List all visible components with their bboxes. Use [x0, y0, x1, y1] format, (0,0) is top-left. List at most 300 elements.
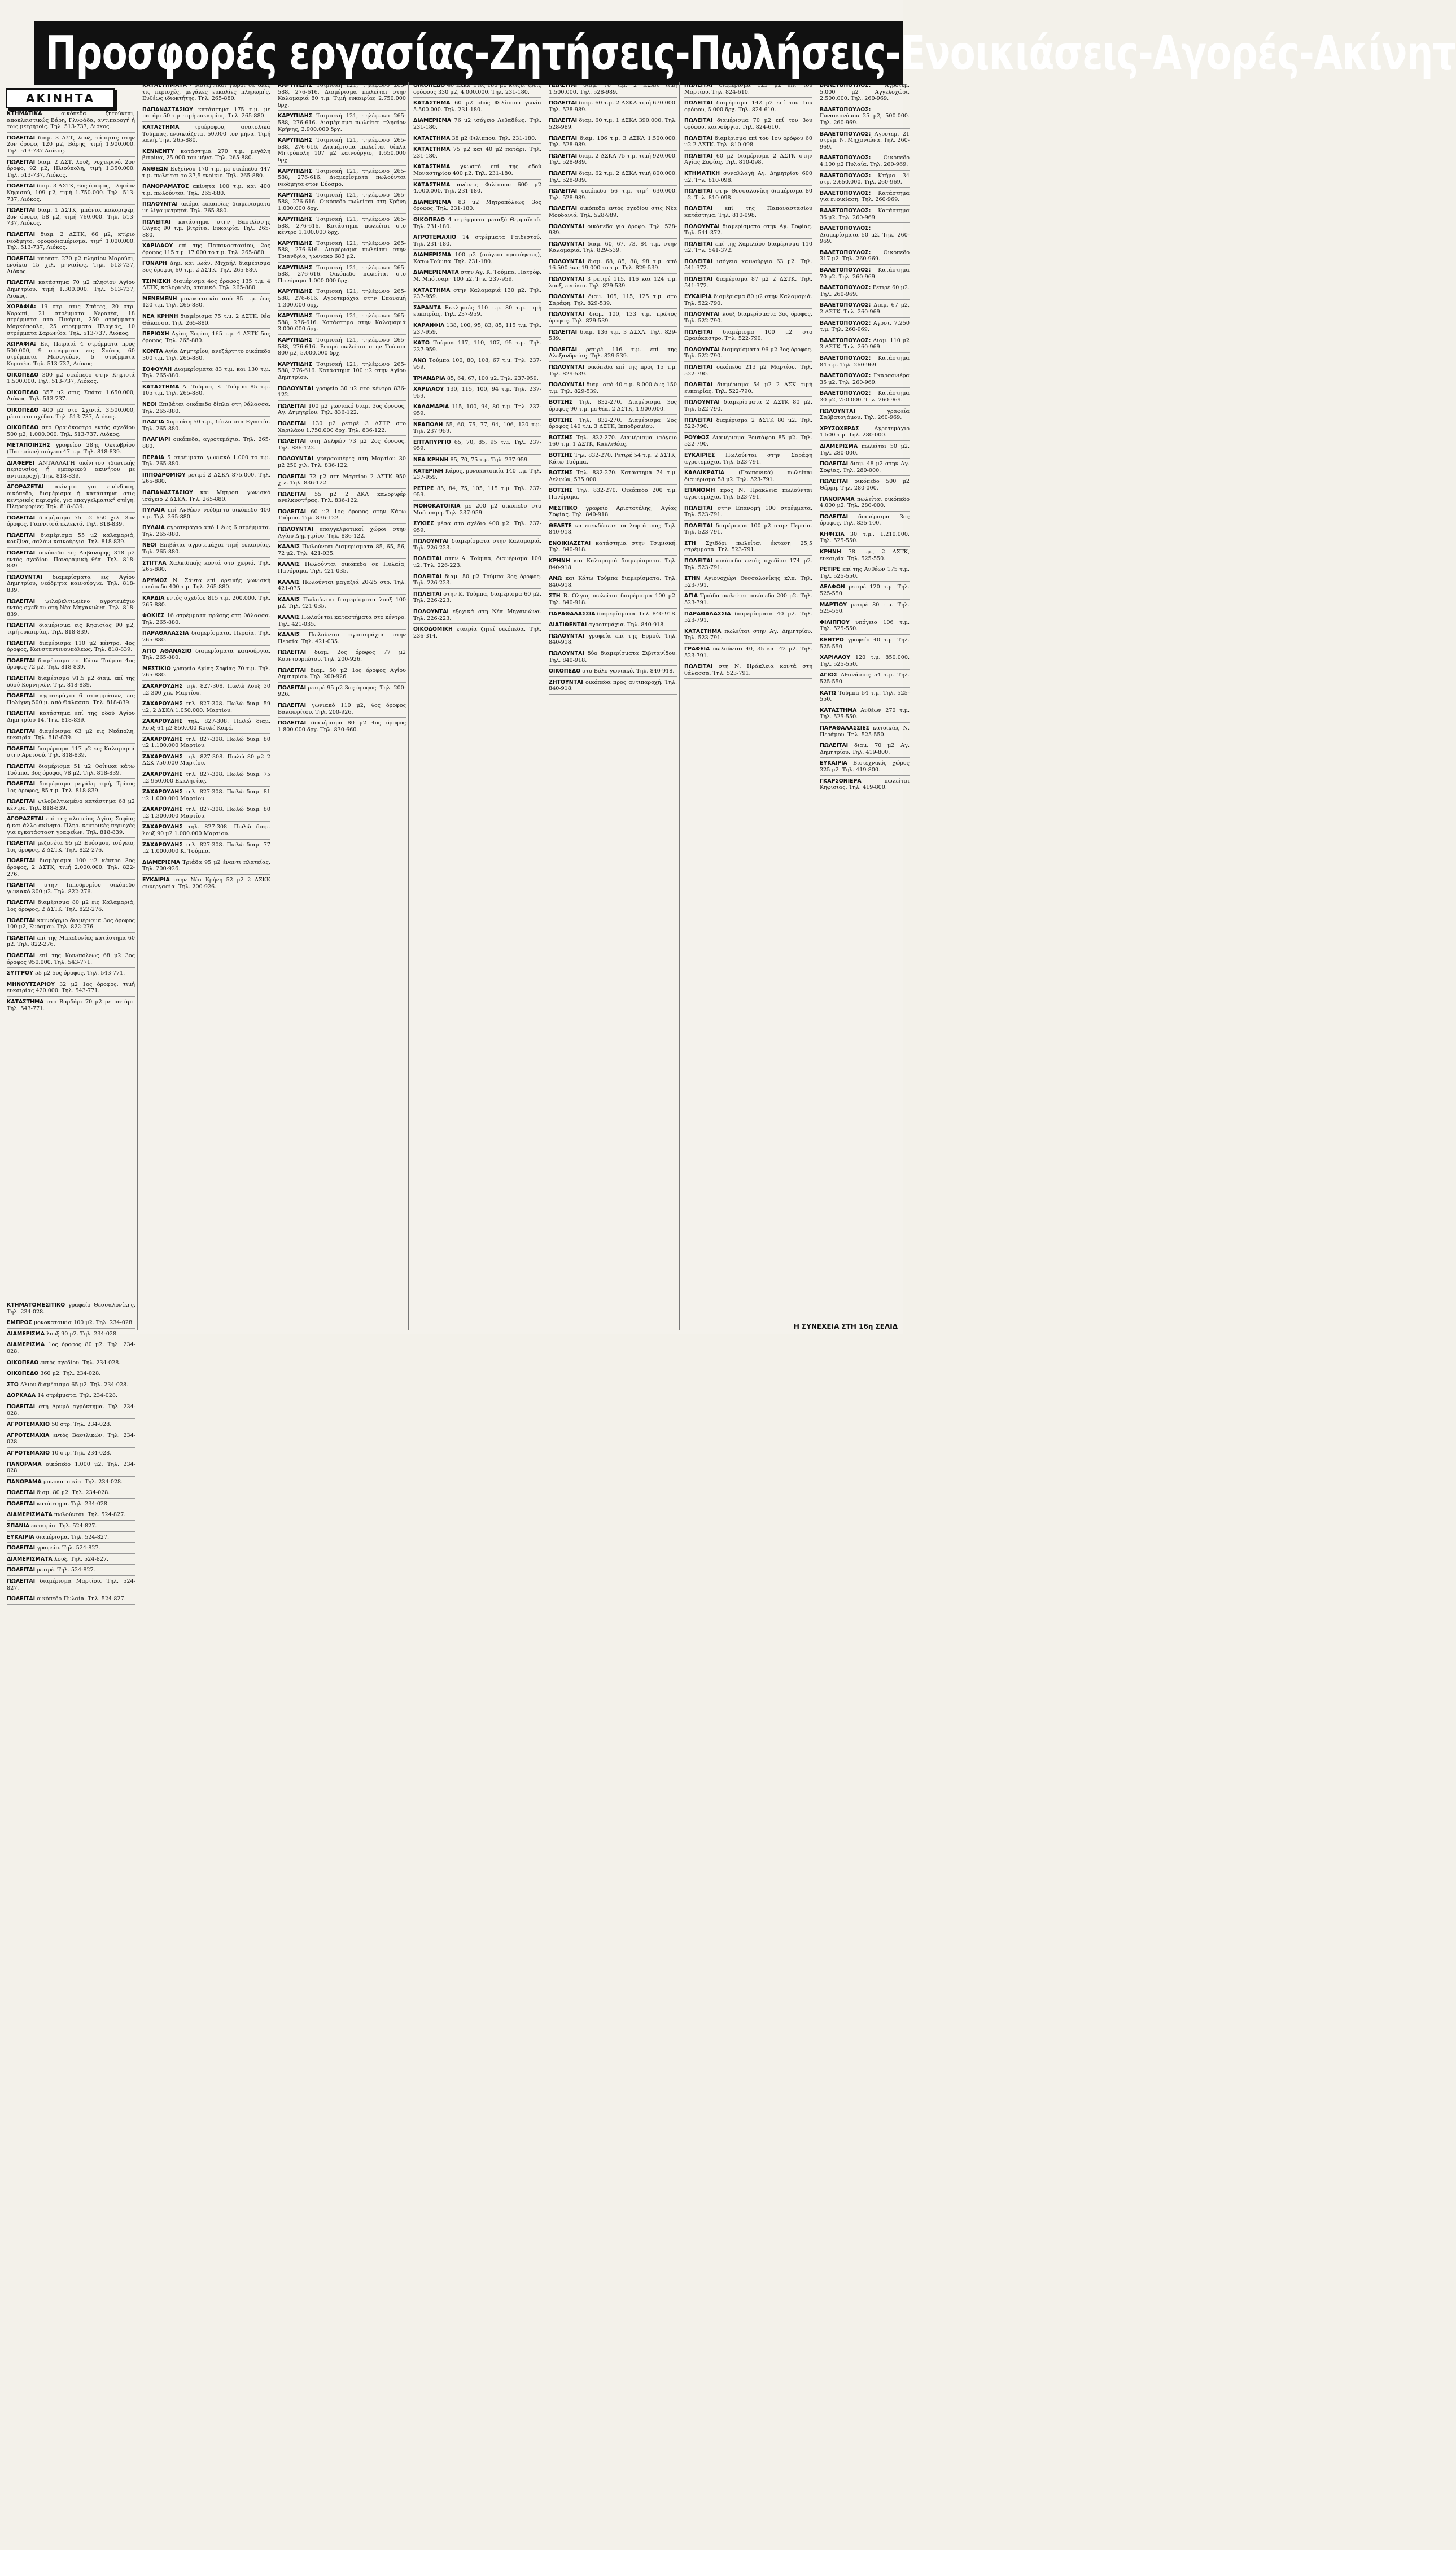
classified-ad: [278, 265, 406, 287]
classified-ad: [7, 675, 135, 691]
ad-body: 1ος όροφος 80 μ2. Τηλ. 234-028.: [7, 1342, 135, 1355]
ad-body: διαμέρισμα 142 μ2 επί του 1ου ορόφου, 5.000 δρχ. Τηλ. 824-610.: [684, 100, 812, 113]
ad-lead-word: ΠΑΡΑΘΑΛΑΣΣΙΑ: [684, 610, 731, 617]
ad-body: 5 στρέμματα γωνιακό 1.000 το τ.μ. Τηλ. 265-880.: [142, 454, 270, 468]
classified-ad: [820, 672, 910, 687]
ad-body: στη Ν. Ηράκλεια κοντά στη θάλασσα. Τηλ. 523-791.: [684, 663, 812, 676]
ad-body: διαμέρισμα 54 μ2 2 ΔΣΚ τιμή ευκαιρίας. Τηλ. 522-790.: [684, 382, 812, 395]
ad-lead-word: ΟΙΚΟΠΕΔΟ: [7, 372, 39, 378]
classified-ad: [278, 386, 406, 401]
ad-lead-word: ΦΩΚΙΕΣ: [142, 613, 165, 619]
ad-lead-word: ΑΓΙΟΣ: [820, 672, 838, 679]
ad-body: τηλ. 827-308. Πωλώ διαμ. λουξ 64 μ2 850.000 Κουλέ Καφέ.: [142, 718, 270, 731]
ad-body: Αγροτεμάχιο 1.500 τ.μ. Τηλ. 280-000.: [820, 425, 910, 439]
ad-column: [140, 82, 273, 1330]
ad-lead-word: ΠΩΛΕΙΤΑΙ: [549, 329, 578, 335]
ad-lead-word: ΠΩΛΟΥΝΤΑΙ: [549, 241, 584, 247]
ad-lead-word: ΠΩΛΕΙΤΑΙ: [413, 573, 442, 580]
ad-lead-word: ΑΓΡΟΤΕΜΑΧΙΟ: [413, 234, 457, 241]
ad-lead-word: ΠΩΛΕΙΤΑΙ: [7, 280, 36, 286]
classified-ad: [413, 574, 541, 589]
ad-body: στην Καλαμαριά 130 μ2. Τηλ. 237-959.: [413, 287, 541, 300]
classified-ad: [413, 439, 541, 455]
ad-body: διαμέρισμα 110 μ2 κέντρο, 4ος όροφος, Κωνσταντινουπόλεως. Τηλ. 818-839.: [7, 640, 135, 653]
classified-ad: [7, 728, 135, 744]
classified-ad: [549, 136, 677, 151]
ad-lead-word: ΠΩΛΟΥΝΤΑΙ: [278, 526, 313, 533]
ad-lead-word: ΚΑΡΥΠΙΔΗΣ: [278, 192, 313, 199]
classified-ad: [7, 1404, 135, 1419]
ad-lead-word: ΠΩΛΕΙΤΑΙ: [278, 403, 307, 409]
classified-ad: [278, 421, 406, 436]
classified-ad: [549, 224, 677, 239]
ad-lead-word: ΔΙΑΜΕΡΙΣΜΑ: [7, 1330, 45, 1337]
ad-body: Αθανάσιος 54 τ.μ. Τηλ. 525-550.: [820, 672, 910, 685]
ad-lead-word: ΔΡΥΜΟΣ: [142, 577, 168, 584]
classified-ad: [820, 267, 910, 282]
ad-lead-word: ΠΩΛΕΙΤΑΙ: [7, 1578, 36, 1585]
classified-ad: [820, 373, 910, 388]
ad-lead-word: ΚΑΛΛΙΣ: [278, 561, 300, 568]
ad-body: λουξ 90 μ2. Τηλ. 234-028.: [45, 1330, 119, 1337]
ad-lead-word: ΚΑΛΑΜΑΡΙΑ: [413, 404, 449, 411]
ad-lead-word: ΚΑΤΑΣΤΗΜΑ: [413, 181, 451, 188]
classified-ad: [820, 496, 910, 512]
ad-lead-word: ΠΩΛΕΙΤΑΙ: [549, 346, 578, 353]
classified-ad: [142, 701, 270, 716]
classified-ad: [684, 82, 812, 98]
classified-ad: [413, 340, 541, 355]
classified-ad: [7, 935, 135, 950]
ad-body: Τούμπα 117, 110, 107, 95 τ.μ. Τηλ. 237-959.: [413, 340, 541, 353]
classified-ad: [142, 384, 270, 399]
classifieds-banner: [34, 21, 1456, 85]
ad-lead-word: ΒΑΛΕΤΟΠΟΥΛΟΣ:: [820, 302, 871, 309]
ad-body: οικόπεδα για όροφο. Τηλ. 528-989.: [549, 223, 677, 237]
ad-lead-word: ΠΩΛΟΥΝΤΑΙ: [684, 399, 720, 406]
ad-lead-word: ΠΩΛΕΙΤΑΙ: [142, 219, 171, 225]
ad-lead-word: ΔΕΛΦΩΝ: [820, 584, 845, 591]
classified-ad: [820, 778, 910, 793]
classified-ad: [820, 285, 910, 300]
ad-lead-word: ΚΑΛΛΙΣ: [278, 632, 300, 639]
classified-ad: [413, 117, 541, 133]
ad-body: Τσιμισκή 121, τηλέφωνο 265-588, 276-616. Διαμέρισμα πωλείται πλησίον Κρήνης, 2.900.000 δρχ.: [278, 113, 406, 133]
classified-ad: [820, 531, 910, 547]
ad-body: 16 στρέμματα πρώτης στη θάλασσα. Τηλ. 265-880.: [142, 613, 270, 626]
ad-body: διαμερίσματα στην Καλαμαριά. Τηλ. 226-223.: [413, 538, 541, 551]
ad-body: διαμερίσματα. Τηλ. 840-918.: [595, 610, 677, 617]
classified-ad: [142, 472, 270, 487]
ad-lead-word: ΠΩΛΟΥΝΤΑΙ: [278, 456, 313, 462]
ad-body: 85, 84, 75, 105, 115 τ.μ. Τηλ. 237-959.: [413, 485, 541, 499]
ad-lead-word: ΚΑΤΑΣΤΗΜΑ: [413, 164, 451, 171]
ad-lead-word: ΠΩΛΕΙΤΑΙ: [684, 206, 713, 212]
ad-body: οικόπεδα εντός σχεδίου στις Νέα Μουδανιά. Τηλ. 528-989.: [549, 206, 677, 219]
ad-lead-word: ΓΚΑΡΣΟΝΙΕΡΑ: [820, 778, 862, 784]
ad-body: Ρετιρέ 60 μ2. Τηλ. 260-969.: [820, 285, 910, 298]
classified-ad: [549, 82, 677, 98]
classified-ad: [684, 505, 812, 521]
ad-body: διαμ. 70 μ2 Αγ. Δημητρίου. Τηλ. 419-800.: [820, 743, 910, 756]
classified-ad: [142, 243, 270, 258]
classified-ad: [549, 347, 677, 362]
ad-lead-word: ΑΓΡΟΤΕΜΑΧΙΟ: [7, 1421, 50, 1428]
ad-body: ανέσεις Φιλίππου 600 μ2 4.000.000. Τηλ. 231-180.: [413, 181, 541, 195]
ad-lead-word: ΤΣΙΜΙΣΚΗ: [142, 278, 171, 285]
classified-ad: [142, 542, 270, 557]
ad-body: στην Νέα Κρήνη 52 μ2 2 ΔΣΚΚ συνεργασία. Τηλ. 200-926.: [142, 877, 270, 890]
ad-lead-word: ΚΑΛΛΙΣ: [278, 544, 300, 551]
classified-ad: [549, 329, 677, 344]
ad-lead-word: ΕΥΚΑΙΡΙΑ: [142, 877, 170, 884]
ad-body: διαμ. 3 ΔΣΤΚ, 6ος όροφος, πλησίον Κηφισού, 109 μ2, τιμή 1.750.000. Τηλ. 513-737, Λιόκος.: [7, 183, 135, 203]
ad-lead-word: ΠΑΝΟΡΑΜΑΤΟΣ: [142, 184, 189, 190]
ad-lead-word: ΚΕΝΤΡΟ: [820, 637, 844, 643]
ad-lead-word: ΠΑΠΑΝΑΣΤΑΣΙΟΥ: [142, 489, 194, 496]
ad-lead-word: ΠΩΛΕΙΤΑΙ: [820, 743, 849, 749]
ad-lead-word: ΣΥΚΙΕΣ: [413, 521, 434, 527]
ad-lead-word: ΒΑΛΕΤΟΠΟΥΛΟΣ:: [820, 155, 871, 161]
ad-body: Κατάστημα 30 μ2, 750.000. Τηλ. 260-969.: [820, 390, 910, 403]
ad-body: 65, 70, 85, 95 τ.μ. Τηλ. 237-959.: [413, 439, 541, 452]
classified-ad: [684, 136, 812, 151]
classified-ad: [278, 456, 406, 471]
classified-ad: [413, 556, 541, 571]
ad-lead-word: ΚΑΤΑΣΤΗΜΑ: [820, 707, 857, 714]
classified-ad: [413, 322, 541, 338]
ad-body: διαμέρισμα 91,5 μ2 διαμ. επί της οδού Κομνηνών. Τηλ. 818-839.: [7, 675, 135, 688]
ad-lead-word: ΠΩΛΕΙΤΑΙ: [684, 364, 713, 370]
ad-lead-word: ΠΩΛΕΙΤΑΙ: [549, 188, 578, 195]
ad-body: 100 μ2 γωνιακό διαμ. 3ος όροφος, Αγ. Δημητρίου. Τηλ. 836-122.: [278, 403, 406, 416]
ad-lead-word: ΣΤΟ: [7, 1381, 19, 1388]
ad-lead-word: ΠΩΛΕΙΤΑΙ: [278, 438, 307, 445]
classified-ad: [142, 683, 270, 698]
classified-ad: [7, 1360, 135, 1369]
classified-ad: [413, 591, 541, 606]
ad-lead-word: ΚΑΛΛΙΚΡΑΤΙΑ: [684, 470, 725, 477]
ad-lead-word: ΠΩΛΟΥΝΤΑΙ: [413, 609, 449, 615]
ad-lead-word: ΠΩΛΕΙΤΑΙ: [278, 473, 307, 480]
classified-ad: [413, 164, 541, 179]
classified-ad: [684, 364, 812, 379]
classified-ad: [684, 593, 812, 608]
ad-lead-word: ΑΓΙΑ: [684, 593, 698, 600]
ad-body: 100 μ2 (ισόγειο προσόψεως), Κάτω Τούμπα. Τηλ. 231-180.: [413, 252, 541, 265]
classified-ad: [7, 693, 135, 708]
ad-body: Τσιμισκή 121, τηλέφωνο 265-588, 276-616. Οικόπεδο πωλείται στο Πανόραμα 1.000.000 δρχ.: [278, 264, 406, 284]
ad-lead-word: ΖΑΧΑΡΟΥΔΗΣ: [142, 683, 183, 689]
ad-body: Αγίας Σοφίας 165 τ.μ. 4 ΔΣΤΚ 5ος όροφος. Τηλ. 265-880.: [142, 331, 270, 344]
ad-body: Τσιμισκή 121, τηλέφωνο 265-588, 276-616. Διαμερίσματα πωλούνται νεόδμητα στον Εύοσμο.: [278, 168, 406, 187]
ad-lead-word: ΤΡΙΑΝΔΡΙΑ: [413, 375, 445, 382]
ad-body: Τσιμισκή 121, τηλέφωνο 265-588, 276-616. Οικόπεδο πωλείται στη Κρήνη 1.000.000 δρχ.: [278, 192, 406, 212]
ad-body: διαμ. 2ος όροφος 77 μ2 Κουντουριώτου. Τηλ. 200-926.: [278, 649, 406, 662]
ad-lead-word: ΚΑΡΥΠΙΔΗΣ: [278, 313, 313, 320]
ad-lead-word: ΚΡΗΝΗ: [549, 558, 570, 565]
ad-lead-word: ΠΩΛΕΙΤΑΙ: [684, 117, 713, 124]
ad-lead-word: ΠΩΛΕΙΤΑΙ: [278, 702, 307, 709]
ad-lead-word: ΠΩΛΟΥΝΤΑΙ: [684, 311, 720, 318]
classified-ad: [7, 372, 135, 387]
classified-ad: [549, 153, 677, 168]
ad-lead-word: ΔΙΑΜΕΡΙΣΜΑ: [413, 117, 452, 124]
ad-lead-word: ΚΑΤΩ: [820, 689, 836, 696]
classified-ad: [684, 417, 812, 433]
ad-lead-word: ΠΩΛΕΙΤΑΙ: [684, 522, 713, 529]
ad-body: Επιβάται οικόπεδο δίπλα στη θάλασσα. Τηλ. 265-880.: [142, 401, 270, 414]
ad-body: διαμέρισμα 80 μ2 στην Καλαμαριά. Τηλ. 522-790.: [684, 294, 812, 307]
ad-body: Βιοτεχνικός χώρος 325 μ2. Τηλ. 419-800.: [820, 760, 910, 773]
ad-lead-word: ΠΩΛΕΙΤΑΙ: [7, 1490, 36, 1496]
ad-lead-word: ΠΩΛΕΙΤΑΙ: [7, 1567, 36, 1574]
ad-lead-word: ΠΑΝΟΡΑΜΑ: [7, 1478, 42, 1485]
ad-lead-word: ΠΑΡΑΘΑΛΑΣΣΙΑ: [142, 630, 189, 637]
classified-ad: [413, 404, 541, 419]
classified-ad: [7, 658, 135, 673]
classified-ad: [278, 137, 406, 165]
classified-ad: [7, 640, 135, 656]
ad-body: πωλούνται. Τηλ. 524-827.: [52, 1512, 126, 1518]
ad-column: [411, 82, 544, 1330]
ad-body: Ν. Σάντα επί ορεινής γωνιακή οικόπεδο 400 τ.μ. Τηλ. 265-880.: [142, 577, 270, 591]
ad-body: διαμ. 50 μ2 Τούμπα 3ος όροφος. Τηλ. 226-223.: [413, 573, 541, 587]
ad-lead-word: ΠΩΛΕΙΤΑΙ: [7, 657, 36, 664]
classified-ad: [278, 241, 406, 263]
classified-ad: [549, 100, 677, 115]
ad-body: 30 τ.μ., 1.210.000. Τηλ. 525-550.: [820, 531, 910, 544]
ad-body: πωλείται οικόπεδο 4.000 μ2. Τηλ. 280-000.: [820, 496, 910, 509]
ad-body: επί της Χαριλάου διαμέρισμα 110 μ2. Τηλ. 541-372.: [684, 241, 812, 254]
classified-ad: [7, 798, 135, 814]
ad-body: οικόπεδα ζητούνται, αποκλειστικώς Βάρη, Γλυφάδα, αντιπαροχή ή τοις μετρητοίς. Τηλ. 513-737, Λιόκος.: [7, 111, 135, 130]
ad-body: ρετιρέ 120 τ.μ. Τηλ. 525-550.: [820, 584, 910, 597]
ad-lead-word: ΕΥΚΑΙΡΙΑ: [820, 760, 847, 767]
classified-ad: [413, 305, 541, 320]
ad-body: Πωλούνται στην Σαράφη αγροτεμάχια. Τηλ. 523-791.: [684, 452, 812, 465]
classified-ad: [7, 1490, 135, 1499]
ad-lead-word: ΝΕΑ ΚΡΗΝΗ: [413, 456, 449, 463]
ad-body: οικόπεδο 1.000 μ2. Τηλ. 234-028.: [7, 1461, 135, 1474]
classified-ad: [278, 597, 406, 612]
ad-lead-word: ΑΝΩ: [549, 575, 562, 582]
ad-body: 85, 70, 75 τ.μ. Τηλ. 237-959.: [448, 456, 530, 463]
ad-lead-word: ΒΑΛΕΤΟΠΟΥΛΟΣ:: [820, 373, 871, 379]
ad-body: Τσιμισκή 121, τηλέφωνο 265-588, 276-616. Κατάστημα πωλείται στο κέντρο 1.100.000 δρχ.: [278, 216, 406, 236]
classified-ad: [549, 241, 677, 256]
ad-body: 55, 60, 75, 77, 94, 106, 120 τ.μ. Τηλ. 237-959.: [413, 421, 541, 435]
classified-ad: [142, 348, 270, 364]
ad-body: 14 στρέμματα Ραιδεστού. Τηλ. 231-180.: [413, 234, 541, 247]
classified-ad: [7, 781, 135, 796]
classified-ad: [7, 918, 135, 933]
classified-ad: [278, 561, 406, 577]
ad-lead-word: ΟΙΚΟΠΕΔΟ: [7, 389, 39, 396]
ad-lead-word: ΚΑΛΛΙΣ: [278, 596, 300, 603]
ad-body: οικόπεδο εις Λαβανάρης 318 μ2 εντός σχεδίου. Πανοραμική θέα. Τηλ. 818-839.: [7, 550, 135, 570]
ad-lead-word: ΚΑΡΥΠΙΔΗΣ: [278, 289, 313, 295]
classified-ad: [278, 192, 406, 214]
ad-body: Οικόπεδο 317 μ2. Τηλ. 260-969.: [820, 249, 910, 263]
ad-body: τηλ. 827-308. Πωλώ διαμ. 80 μ2 1.100.000 Μαρτίου.: [142, 736, 270, 749]
ad-body: μονοκατοικία 100 μ2. Τηλ. 234-028.: [32, 1320, 134, 1326]
ad-lead-word: ΒΟΤΣΗΣ: [549, 399, 573, 406]
ad-lead-word: ΔΙΑΜΕΡΙΣΜΑΤΑ: [413, 269, 459, 276]
classified-ad: [413, 457, 541, 466]
ad-body: Πωλούνται διαμερίσματα 85, 65, 56, 72 μ2. Τηλ. 421-035.: [278, 544, 406, 557]
ad-lead-word: ΣΤΗ: [549, 593, 561, 600]
classified-ad: [684, 628, 812, 644]
classified-ad: [820, 320, 910, 335]
classified-ad: [549, 171, 677, 186]
ad-body: Σχιδόρι πωλείται έκταση 25,5 στρέμματα. Τηλ. 523-791.: [684, 540, 812, 553]
classified-ad: [142, 455, 270, 470]
ad-body: Εις Πειραιά 4 στρέμματα προς 500.000, 9 στρέμματα εις Σπάτα, 60 στρέμματα Μεσογείων, 5 στρέμματα Κερατέα. Τηλ. 513-737, Λιόκος.: [7, 341, 135, 367]
ad-body: 300 μ2 οικόπεδο στην Κηφισιά 1.500.000. Τηλ. 513-737, Λιόκος.: [7, 372, 135, 385]
classified-ad: [142, 278, 270, 294]
ad-body: πωλείται Κηφισίας. Τηλ. 419-800.: [820, 778, 910, 791]
ad-body: κατάστημα 175 τ.μ. με πατάρι 50 τ.μ. τιμή ευκαιρίας. Τηλ. 265-880.: [142, 106, 270, 120]
ad-lead-word: ΠΩΛΟΥΝΤΑΙ: [549, 382, 584, 388]
ad-lead-word: ΧΡΥΣΟΧΕΡΑΣ: [820, 425, 859, 432]
ad-lead-word: ΠΩΛΕΙΤΑΙ: [7, 550, 36, 557]
ad-lead-word: ΠΑΡΑΘΑΛΑΣΣΙΑ: [549, 610, 596, 617]
classified-ad: [684, 311, 812, 326]
ad-body: στην Θεσσαλονίκη διαμέρισμα 80 μ2. Τηλ. 810-098.: [684, 188, 812, 201]
ad-lead-word: ΠΛΑΓΙΑΡΙ: [142, 436, 170, 443]
ad-body: κατοικίες Ν. Περάμου. Τηλ. 525-550.: [820, 724, 910, 738]
ad-body: 360 μ2. Τηλ. 234-028.: [38, 1370, 101, 1377]
ad-lead-word: ΠΩΛΕΙΤΑΙ: [820, 513, 849, 520]
ad-body: τηλ. 827-308. Πωλώ διαμ. 80 μ2 1.300.000 Μαρτίου.: [142, 806, 270, 819]
ad-body: κατάστημα. Τηλ. 234-028.: [35, 1500, 110, 1507]
ad-lead-word: ΔΙΑΤΙΘΕΝΤΑΙ: [549, 622, 587, 628]
classified-ad: [549, 575, 677, 591]
ad-body: αγροτεμάχιο από 1 έως 6 στρέμματα. Τηλ. 265-880.: [142, 525, 270, 538]
classified-ad: [142, 789, 270, 804]
ad-body: ακόμα ευκαιρίες διαμερισματα με λίγα μετρητά. Τηλ. 265-880.: [142, 201, 270, 214]
classified-ad: [7, 1370, 135, 1379]
classified-ad: [142, 736, 270, 752]
classified-ad: [278, 614, 406, 630]
ad-lead-word: ΚΑΡΑΝΦΙΛ: [413, 322, 445, 329]
ad-body: ευκαιρία. Τηλ. 524-827.: [29, 1523, 97, 1530]
classified-ad: [278, 685, 406, 700]
ad-body: να επενδύσετε τα λεφτά σας; Τηλ. 840-918.: [549, 522, 677, 536]
classified-ad: [278, 720, 406, 735]
classified-ad: [7, 1479, 135, 1488]
ad-lead-word: ΝΕΑΠΟΛΗ: [413, 421, 443, 428]
ad-lead-word: ΒΟΤΣΗΣ: [549, 470, 573, 477]
classified-ad: [142, 401, 270, 417]
ad-body: διαμέρισμα 70 μ2 επί του 3ου ορόφου, καινούργιο. Τηλ. 824-610.: [684, 117, 812, 130]
classified-ad: [7, 1501, 135, 1510]
ad-lead-word: ΕΠΤΑΠΥΡΓΙΟ: [413, 439, 451, 446]
classified-ad: [142, 859, 270, 875]
ad-lead-word: ΖΑΧΑΡΟΥΔΗΣ: [142, 701, 183, 708]
ad-body: ρετιρέ. Τηλ. 524-827.: [35, 1567, 95, 1574]
ad-body: διαμέρισμα μεγάλη τιμή, Τρίτος 1ος όροφος, 85 τ.μ. Τηλ. 818-839.: [7, 781, 135, 794]
ad-lead-word: ΠΩΛΕΙΤΑΙ: [684, 276, 713, 283]
classified-ad: [820, 302, 910, 317]
classified-ad: [820, 760, 910, 775]
classified-ad: [820, 173, 910, 188]
classified-ad: [684, 470, 812, 485]
ad-lead-word: ΧΩΡΑΦΙΑ:: [7, 304, 36, 311]
classified-ad: [7, 574, 135, 596]
ad-lead-word: ΙΠΠΟΔΡΟΜΙΟΥ: [142, 471, 186, 478]
ad-lead-word: ΠΛΑΓΙΑ: [142, 419, 165, 426]
classified-ad: [7, 407, 135, 422]
classified-ad: [278, 702, 406, 718]
classified-ad: [7, 159, 135, 181]
ad-lead-word: ΚΑΤΑΣΤΗΜΑΤΑ: [142, 82, 187, 89]
ad-lead-word: ΠΩΛΕΙΤΑΙ: [684, 82, 713, 89]
ad-body: διαμ. 1 ΔΣΤΚ, μπάνιο, καλοριφέρ, 2ον όροφο, 58 μ2, τιμή 760.000. Τηλ. 513-737, Λιόκος.: [7, 207, 135, 227]
ad-lead-word: ΚΤΗΜΑΤΙΚΑ: [7, 111, 42, 117]
ad-body: Ανθέων 270 τ.μ. Τηλ. 525-550.: [820, 707, 910, 721]
ad-lead-word: ΚΤΗΜΑΤΟΜΕΣΙΤΙΚΟ: [7, 1302, 65, 1308]
ad-lead-word: ΔΙΑΜΕΡΙΣΜΑ: [7, 1342, 45, 1348]
ad-column: [5, 111, 138, 1330]
ad-body: Διαμ. 67 μ2, 2 ΔΣΤΚ. Τηλ. 260-969.: [820, 302, 910, 316]
ad-lead-word: ΠΩΛΟΥΝΤΑΙ: [549, 258, 584, 265]
ad-lead-word: ΠΩΛΕΙΤΑΙ: [549, 135, 578, 142]
classified-ad: [142, 419, 270, 434]
classified-ad: [7, 1567, 135, 1576]
ad-lead-word: ΚΑΛΛΙΣ: [278, 614, 300, 621]
ad-lead-word: ΒΑΛΕΤΟΠΟΥΛΟΣ:: [820, 82, 871, 89]
ad-lead-word: ΠΩΛΕΙΤΑΙ: [7, 781, 36, 788]
classified-ad: [7, 1320, 135, 1329]
ad-body: γραφείο 40 τ.μ. Τηλ. 525-550.: [820, 637, 910, 650]
classified-ad: [413, 609, 541, 624]
ad-body: 130 μ2 ρετιρέ 3 ΔΣΤΡ στο Χαριλάου 1.750.000 δρχ. Τηλ. 836-122.: [278, 420, 406, 434]
ad-lead-word: ΚΑΛΛΙΣ: [278, 579, 300, 586]
classified-ad: [7, 1523, 135, 1532]
ad-lead-word: ΖΑΧΑΡΟΥΔΗΣ: [142, 736, 183, 743]
ad-lead-word: ΠΩΛΟΥΝΤΑΙ: [278, 385, 313, 392]
ad-body: γνωστό επί της οδού Μοναστηρίου 400 μ2. Τηλ. 231-180.: [413, 164, 541, 177]
classified-ad: [684, 117, 812, 133]
ad-lead-word: ΠΩΛΕΙΤΑΙ: [684, 558, 713, 565]
classified-ad: [684, 523, 812, 538]
classified-ad: [278, 403, 406, 418]
classified-ad: [7, 710, 135, 726]
ad-lead-word: ΚΑΤΑΣΤΗΜΑ: [142, 383, 180, 390]
ad-body: ΑΝΤΑΛΛΑΓΗ ακίνητου ιδιωτικής περιουσίας ή εμπορικού ακινήτου με αντιπαροχή. Τηλ. 818-839.: [7, 460, 135, 479]
ad-body: 400 μ2 στο Σχινιά, 3.500.000, μέσα στο σχέδιο. Τηλ. 513-737, Λιόκος.: [7, 407, 135, 420]
ad-body: στη Δρυμό αγρόκτημα. Τηλ. 234-028.: [7, 1403, 135, 1417]
ad-body: Πωλούνται μαγαζιά 20-25 στρ. Τηλ. 421-035.: [278, 579, 406, 592]
ad-body: γραφείο Αγίας Σοφίας 70 τ.μ. Τηλ. 265-880.: [142, 665, 270, 679]
classified-ad: [142, 595, 270, 610]
ad-body: 60 μ2 οδός Φιλίππου γωνία 5.500.000. Τηλ. 231-180.: [413, 100, 541, 113]
classified-ad: [142, 313, 270, 329]
ad-body: κατάστημα 70 μ2 πλησίον Αγίου Δημητρίου, τιμή 1.300.000. Τηλ. 513-737, Λιόκος.: [7, 280, 135, 299]
classified-ad: [7, 970, 135, 979]
ad-lead-word: ΔΟΡΚΑΔΑ: [7, 1392, 36, 1399]
ad-body: γραφείο Θεσσαλονίκης. Τηλ. 234-028.: [7, 1302, 135, 1315]
ad-body: Δημ. και Ιωάν. Μιχαήλ διαμέρισμα 3ος όροφος 60 τ.μ. 2 ΔΣΤΚ. Τηλ. 265-880.: [142, 260, 270, 274]
ad-body: διαμερίσματα 40 μ2. Τηλ. 523-791.: [684, 610, 812, 624]
classified-ad: [413, 503, 541, 518]
ad-body: διαμερίσματα 2 ΔΣΤΚ 80 μ2. Τηλ. 522-790.: [684, 399, 812, 412]
ad-body: 60 μ2 1ος όροφος στην Κάτω Τούμπα. Τηλ. 836-122.: [278, 508, 406, 522]
classified-ad: [820, 725, 910, 740]
ad-lead-word: ΠΩΛΟΥΝΤΑΙ: [549, 223, 584, 230]
